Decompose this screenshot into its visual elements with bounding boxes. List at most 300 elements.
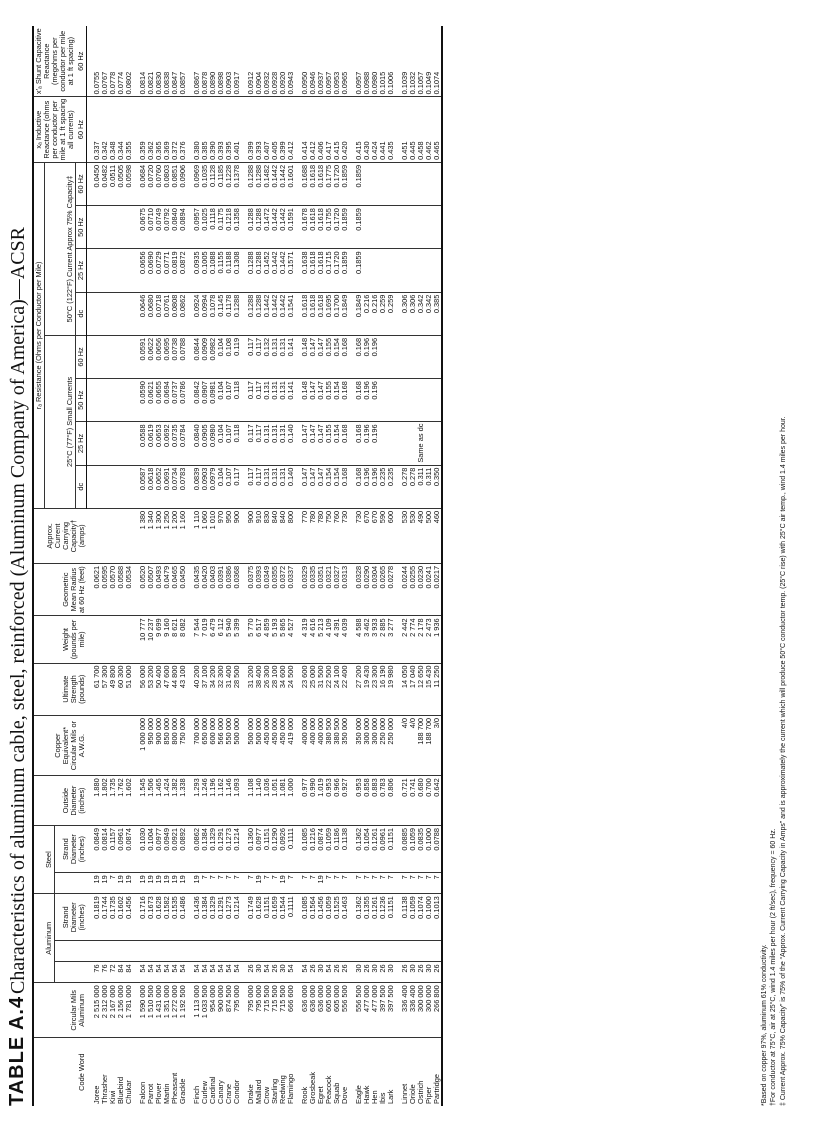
cell-r50-50: 0.0792	[163, 206, 171, 249]
cell-xa: 0.362	[147, 97, 155, 163]
cell-us: 31 200	[241, 663, 255, 715]
cell-r50-60: 0.0803	[163, 162, 171, 205]
cell-r50-60: 0.0450	[87, 162, 101, 205]
cell-amp: 1 340	[147, 508, 155, 563]
cell-od: 1.093	[233, 776, 241, 826]
cell-r25-dc: 0.168	[341, 465, 349, 508]
cell-xa: 0.451	[395, 97, 409, 163]
cell-mils: 715 500	[271, 983, 279, 1038]
cell-r50-dc: 0.1442	[279, 292, 287, 335]
cell-xp: 0.0946	[309, 26, 317, 97]
cell-xp: 0.0957	[349, 26, 363, 97]
cell-r50-60: 0.0505	[117, 162, 125, 205]
cell-layers	[371, 941, 379, 962]
cell-amp: 600	[387, 508, 395, 563]
cell-amp: 590	[379, 508, 387, 563]
cell-gmr: 0.0351	[317, 563, 325, 615]
cell-r25-25: 0.147	[309, 422, 317, 465]
cell-xp: 0.1032	[409, 26, 417, 97]
cell-r25-dc: 0.0839	[187, 465, 201, 508]
cell-r25-50	[409, 379, 417, 422]
cell-layers	[117, 941, 125, 962]
cell-al-d: 0.1535	[171, 894, 179, 941]
cell-layers	[333, 941, 341, 962]
cell-w: 6 112	[217, 616, 225, 663]
cell-r25-25: 0.0840	[187, 422, 201, 465]
table-row	[233, 26, 241, 1106]
cell-od: 0.927	[341, 776, 349, 826]
cell-r25-60: 0.108	[225, 335, 233, 378]
cell-r50-50: 0.0675	[133, 206, 147, 249]
cell-r25-25	[433, 422, 442, 465]
cell-us: 57 300	[101, 663, 109, 715]
cell-al-d: 0.1111	[287, 894, 295, 941]
cell-us: 44 800	[171, 663, 179, 715]
cell-amp: 970	[217, 508, 225, 563]
cell-r50-60	[371, 162, 379, 205]
cell-code: Finch	[192, 1085, 202, 1104]
cell-al-n: 26	[417, 962, 425, 983]
cell-code: Crow	[262, 1086, 272, 1104]
acsr-table-container	[32, 26, 752, 1106]
cell-gmr: 0.0403	[209, 563, 217, 615]
cell-xp: 0.0774	[117, 26, 125, 97]
cell-r50-25	[417, 249, 425, 292]
cell-xa: 0.369	[163, 97, 171, 163]
cell-r50-50: 0.1025	[201, 206, 209, 249]
cell-st-d: 0.0814	[101, 826, 109, 873]
header-xa-60hz: 60 Hz	[76, 97, 87, 163]
table-row	[87, 26, 101, 1106]
cell-w: 2 442	[395, 616, 409, 663]
cell-w: 3 277	[387, 616, 395, 663]
cell-st-d: 0.0892	[179, 826, 187, 873]
cell-r25-25: 0.196	[363, 422, 371, 465]
cell-code: Partridge	[433, 1038, 442, 1106]
cell-r50-50	[425, 206, 433, 249]
cell-r50-50	[395, 206, 409, 249]
cell-r25-dc: 0.147	[295, 465, 309, 508]
cell-gmr: 0.0328	[349, 563, 363, 615]
cell-code: Drake	[246, 1084, 256, 1104]
cell-mils: 397 500	[387, 983, 395, 1038]
cell-mils: 636 000	[309, 983, 317, 1038]
cell-xa: 0.420	[341, 97, 349, 163]
cell-gmr: 0.0349	[263, 563, 271, 615]
cell-r50-50: 0.0840	[171, 206, 179, 249]
cell-st-n: 19	[125, 873, 133, 894]
cell-r50-dc: 0.1288	[255, 292, 263, 335]
cell-mils: 2 312 000	[101, 983, 109, 1038]
cell-code: Parrot	[146, 1083, 156, 1104]
cell-al-d: 0.1355	[363, 894, 371, 941]
cell-r50-dc: 0.1442	[271, 292, 279, 335]
cell-r25-25	[395, 422, 409, 465]
cell-st-n: 7	[379, 873, 387, 894]
header-capacity: Approx. Current Carrying Capacity† (amps)	[33, 508, 87, 563]
cell-st-n: 7	[433, 873, 442, 894]
cell-st-n: 7	[387, 873, 395, 894]
cell-xp: 0.0838	[163, 26, 171, 97]
cell-al-d: 0.1074	[417, 894, 425, 941]
cell-xp: 0.0778	[109, 26, 117, 97]
cell-r25-50: 0.0621	[147, 379, 155, 422]
cell-xa: 0.365	[155, 97, 163, 163]
cell-xa: 0.393	[217, 97, 225, 163]
cell-r25-25: 0.147	[317, 422, 325, 465]
cell-xp: 0.1074	[433, 26, 442, 97]
cell-cu: 500 000	[241, 715, 255, 775]
cell-r25-60: 0.168	[341, 335, 349, 378]
cell-st-d: 0.1384	[201, 826, 209, 873]
cell-r25-50: 0.168	[341, 379, 349, 422]
cell-od: 1.506	[147, 776, 155, 826]
table-row	[387, 26, 395, 1106]
cell-mils: 795 000	[233, 983, 241, 1038]
cell-r50-25: 0.1571	[287, 249, 295, 292]
cell-xp: 0.1057	[417, 26, 425, 97]
cell-al-d: 0.1059	[325, 894, 333, 941]
cell-xa: 0.412	[309, 97, 317, 163]
cell-st-d: 0.1004	[147, 826, 155, 873]
cell-r25-25: 0.0980	[209, 422, 217, 465]
cell-r50-25: 0.1618	[309, 249, 317, 292]
cell-r25-50: 0.131	[271, 379, 279, 422]
cell-st-d: 0.1360	[241, 826, 255, 873]
cell-cu: 450 000	[271, 715, 279, 775]
cell-layers	[349, 941, 363, 962]
cell-od: 1.246	[201, 776, 209, 826]
cell-r25-60	[433, 335, 442, 378]
cell-xp: 0.0878	[201, 26, 209, 97]
cell-code: Joree	[91, 1085, 101, 1104]
cell-od: 0.721	[395, 776, 409, 826]
cell-r50-50: 0.1755	[325, 206, 333, 249]
cell-r50-50: 0.0710	[147, 206, 155, 249]
cell-st-n: 19	[133, 873, 147, 894]
cell-layers	[133, 941, 147, 962]
cell-w	[87, 616, 101, 663]
cell-code: Chukar	[124, 1080, 134, 1104]
cell-r50-dc: 0.1849	[349, 292, 363, 335]
cell-st-n: 19	[163, 873, 171, 894]
cell-mils: 795 000	[255, 983, 263, 1038]
cell-us: 50 400	[155, 663, 163, 715]
cell-code: Squab	[331, 1082, 341, 1104]
cell-code: Eagle	[353, 1085, 363, 1104]
cell-code: Linnet	[399, 1083, 409, 1104]
cell-r25-dc	[117, 465, 125, 508]
cell-r50-50: 0.0957	[187, 206, 201, 249]
cell-code: Hen	[369, 1090, 379, 1104]
cell-r50-25	[433, 249, 442, 292]
cell-r50-dc: 0.1618	[317, 292, 325, 335]
cell-xp: 0.0830	[155, 26, 163, 97]
cell-al-d: 0.1214	[233, 894, 241, 941]
cell-mils: 636 000	[317, 983, 325, 1038]
cell-r50-25: 0.1155	[217, 249, 225, 292]
cell-od: 0.977	[295, 776, 309, 826]
cell-cu: 500 000	[255, 715, 263, 775]
cell-r25-50: 0.148	[295, 379, 309, 422]
cell-cu: 450 000	[279, 715, 287, 775]
cell-w: 5 940	[225, 616, 233, 663]
cell-amp	[125, 508, 133, 563]
cell-xp: 0.0890	[209, 26, 217, 97]
cell-amp: 900	[241, 508, 255, 563]
cell-us: 51 000	[125, 663, 133, 715]
cell-amp: 1 060	[201, 508, 209, 563]
cell-r25-25: 0.107	[225, 422, 233, 465]
cell-al-n: 54	[133, 962, 147, 983]
cell-r50-60: 0.0720	[147, 162, 155, 205]
cell-r50-25: 0.1188	[225, 249, 233, 292]
cell-xp: 0.0904	[255, 26, 263, 97]
cell-mils: 605 000	[325, 983, 333, 1038]
cell-gmr: 0.0255	[409, 563, 417, 615]
cell-al-d: 0.1673	[147, 894, 155, 941]
cell-al-d: 0.1659	[271, 894, 279, 941]
cell-al-d: 0.1463	[341, 894, 349, 941]
cell-cu: 250 000	[387, 715, 395, 775]
cell-st-n: 7	[233, 873, 241, 894]
cell-r50-50	[125, 206, 133, 249]
cell-r25-60	[425, 335, 433, 378]
header-r25-50hz: 50 Hz	[76, 379, 87, 422]
cell-layers	[155, 941, 163, 962]
cell-w: 2 473	[425, 616, 433, 663]
cell-amp: 460	[433, 508, 442, 563]
cell-r25-dc: 0.311	[417, 465, 425, 508]
cell-xa: 0.417	[325, 97, 333, 163]
cell-us: 47 600	[163, 663, 171, 715]
cell-gmr: 0.0534	[125, 563, 133, 615]
cell-gmr: 0.0337	[287, 563, 295, 615]
cell-r25-50: 0.141	[287, 379, 295, 422]
cell-us: 37 100	[201, 663, 209, 715]
cell-gmr: 0.0372	[279, 563, 287, 615]
cell-al-d: 0.1486	[179, 894, 187, 941]
cell-layers	[263, 941, 271, 962]
cell-r25-25: 0.0619	[147, 422, 155, 465]
cell-st-d: 0.0961	[379, 826, 387, 873]
cell-r25-25: 0.117	[241, 422, 255, 465]
cell-al-n: 26	[271, 962, 279, 983]
cell-r50-dc	[117, 292, 125, 335]
cell-st-n: 7	[371, 873, 379, 894]
cell-r50-25: 0.1088	[209, 249, 217, 292]
cell-cu: 750 000	[179, 715, 187, 775]
cell-amp: 1 010	[209, 508, 217, 563]
cell-st-d: 0.1030	[133, 826, 147, 873]
cell-r50-60: 0.0760	[155, 162, 163, 205]
cell-r50-60: 0.0969	[187, 162, 201, 205]
cell-r50-dc	[87, 292, 101, 335]
cell-st-d: 0.0835	[417, 826, 425, 873]
header-small-currents: 25°C (77°F) Small Currents	[44, 335, 75, 508]
cell-r50-25: 0.1859	[341, 249, 349, 292]
cell-r25-60	[87, 335, 101, 378]
table-title: Characteristics of aluminum cable, steel, reinforced (Aluminum Company of America)—ACSR	[7, 226, 29, 994]
cell-w: 4 039	[341, 616, 349, 663]
cell-r25-25: 0.0735	[171, 422, 179, 465]
cell-r50-dc: 0.306	[395, 292, 409, 335]
cell-r50-60: 0.1128	[209, 162, 217, 205]
cell-w: 10 777	[133, 616, 147, 663]
cell-r25-dc: 0.117	[255, 465, 263, 508]
cell-cu: 380 500	[333, 715, 341, 775]
cell-od: 0.680	[417, 776, 425, 826]
cell-cu: 900 000	[155, 715, 163, 775]
cell-xp: 0.0980	[371, 26, 379, 97]
cell-xa: 0.393	[255, 97, 263, 163]
cell-us: 26 300	[263, 663, 271, 715]
cell-r50-50	[387, 206, 395, 249]
cell-r25-60	[409, 335, 417, 378]
cell-code: Pheasant	[170, 1072, 180, 1104]
cell-r50-dc	[109, 292, 117, 335]
cell-od: 1.000	[287, 776, 295, 826]
cell-r50-dc: 0.1145	[217, 292, 225, 335]
cell-r25-dc: 0.0691	[163, 465, 171, 508]
cell-od: 0.741	[409, 776, 417, 826]
cell-layers	[125, 941, 133, 962]
cell-cu: 850 000	[163, 715, 171, 775]
cell-xa: 0.462	[425, 97, 433, 163]
cell-amp: 830	[263, 508, 271, 563]
cell-r25-60	[125, 335, 133, 378]
cell-r25-dc: 0.0783	[179, 465, 187, 508]
cell-al-n: 26	[395, 962, 409, 983]
cell-gmr: 0.0621	[87, 563, 101, 615]
cell-amp	[109, 508, 117, 563]
cell-r50-60: 0.0511	[109, 162, 117, 205]
cell-al-n: 26	[333, 962, 341, 983]
table-row	[187, 26, 201, 1106]
cell-r25-25: 0.0692	[163, 422, 171, 465]
cell-r25-dc: 0.0734	[171, 465, 179, 508]
cell-r25-dc: 0.311	[425, 465, 433, 508]
cell-r25-dc: 0.154	[325, 465, 333, 508]
cell-st-n: 7	[417, 873, 425, 894]
table-row	[295, 26, 309, 1106]
cell-r25-dc: 0.235	[379, 465, 387, 508]
cell-st-d: 0.1000	[425, 826, 433, 873]
cell-st-n: 7	[263, 873, 271, 894]
cell-r50-50: 0.1442	[279, 206, 287, 249]
cell-r50-50: 0.1218	[225, 206, 233, 249]
cell-r50-dc: 0.1618	[309, 292, 317, 335]
cell-cu	[117, 715, 125, 775]
cell-al-d: 0.1456	[317, 894, 325, 941]
cell-st-d: 0.1111	[287, 826, 295, 873]
cell-r25-60: 0.147	[317, 335, 325, 378]
cell-us: 60 300	[117, 663, 125, 715]
cell-r50-50	[101, 206, 109, 249]
cell-r25-60: 0.0695	[163, 335, 171, 378]
cell-st-n: 7	[341, 873, 349, 894]
cell-st-n: 7	[241, 873, 255, 894]
cell-r25-dc	[87, 465, 101, 508]
cell-st-n: 19	[101, 873, 109, 894]
cell-xa: 0.412	[287, 97, 295, 163]
cell-r25-50	[379, 379, 387, 422]
cell-xa: 0.390	[209, 97, 217, 163]
cell-al-d: 0.1273	[225, 894, 233, 941]
cell-gmr: 0.0244	[395, 563, 409, 615]
cell-cu: 800 000	[171, 715, 179, 775]
cell-st-n: 7	[363, 873, 371, 894]
table-row	[241, 26, 255, 1106]
cell-al-n: 30	[255, 962, 263, 983]
cell-w: 4 391	[333, 616, 341, 663]
cell-gmr: 0.0420	[201, 563, 209, 615]
cell-cu: 600 000	[209, 715, 217, 775]
cell-amp: 750	[325, 508, 333, 563]
cell-xa: 0.405	[271, 97, 279, 163]
cell-r50-60	[417, 162, 425, 205]
cell-us: 22 400	[341, 663, 349, 715]
cell-st-d: 0.0977	[255, 826, 263, 873]
cell-r50-25	[379, 249, 387, 292]
cell-code: Grosbeak	[308, 1071, 318, 1104]
header-copper-equivalent: Copper Equivalent* Circular Mils or A.W.G.	[33, 715, 87, 775]
cell-r25-dc: 0.196	[371, 465, 379, 508]
cell-amp: 1 380	[133, 508, 147, 563]
cell-xa: 0.407	[263, 97, 271, 163]
cell-gmr: 0.0217	[433, 563, 442, 615]
cell-mils: 556 500	[349, 983, 363, 1038]
cell-mils: 1 192 500	[179, 983, 187, 1038]
cell-st-d: 0.0977	[155, 826, 163, 873]
cell-cu: 700 000	[187, 715, 201, 775]
cell-layers	[363, 941, 371, 962]
cell-r25-50	[101, 379, 109, 422]
cell-us: 23 300	[371, 663, 379, 715]
cell-code: Starling	[270, 1078, 280, 1104]
cell-r50-25	[87, 249, 101, 292]
cell-layers	[417, 941, 425, 962]
cell-st-d: 0.1059	[325, 826, 333, 873]
cell-amp: 780	[309, 508, 317, 563]
cell-gmr: 0.0570	[109, 563, 117, 615]
cell-amp: 1 300	[155, 508, 163, 563]
cell-od: 1.545	[133, 776, 147, 826]
cell-r25-dc: 0.104	[217, 465, 225, 508]
cell-r50-60: 0.1720	[333, 162, 341, 205]
cell-od: 1.293	[187, 776, 201, 826]
cell-xp: 0.0898	[217, 26, 225, 97]
cell-r50-25: 0.0819	[171, 249, 179, 292]
cell-od: 0.806	[387, 776, 395, 826]
cell-xp: 0.0755	[87, 26, 101, 97]
cell-r25-60: 0.0982	[209, 335, 217, 378]
cell-r50-60: 0.1035	[201, 162, 209, 205]
cell-r25-dc: 0.117	[233, 465, 241, 508]
cell-od: 1.880	[87, 776, 101, 826]
cell-r50-25	[109, 249, 117, 292]
cell-st-n: 19	[179, 873, 187, 894]
cell-xp: 0.0957	[325, 26, 333, 97]
cell-st-n: 7	[109, 873, 117, 894]
cell-r50-50: 0.1678	[295, 206, 309, 249]
cell-od: 1.108	[241, 776, 255, 826]
cell-r25-50	[387, 379, 395, 422]
cell-r25-60	[387, 335, 395, 378]
cell-cu: 400 000	[295, 715, 309, 775]
cell-mils: 336 400	[409, 983, 417, 1038]
cell-r25-dc: 0.131	[271, 465, 279, 508]
